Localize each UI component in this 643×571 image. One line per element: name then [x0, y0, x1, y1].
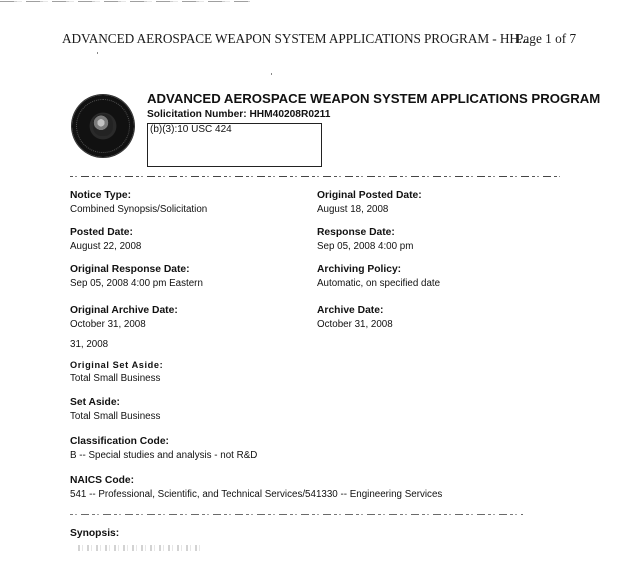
field-response-date — [317, 226, 413, 254]
synopsis-label: Synopsis: — [70, 528, 120, 539]
field-label: Notice Type: — [70, 190, 132, 201]
field-original-posted-date — [317, 189, 422, 217]
notice-title: ADVANCED AEROSPACE WEAPON SYSTEM APPLICATIONS PROGRAM — [147, 91, 601, 106]
field-original-response-date — [70, 263, 203, 291]
faded-scan-text — [78, 545, 203, 551]
field-label: Response Date: — [317, 227, 395, 238]
field-posted-date — [70, 226, 141, 254]
field-value: Automatic, on specified date — [317, 278, 441, 289]
stray-date-line: 31, 2008 — [70, 339, 109, 350]
page-header-title: ADVANCED AEROSPACE WEAPON SYSTEM APPLICATIONS PROGRAM - HH... — [62, 31, 529, 46]
field-value: August 18, 2008 — [317, 204, 389, 215]
scan-speck — [271, 73, 272, 75]
synopsis-section — [70, 527, 119, 541]
field-classification-code — [70, 435, 257, 463]
field-label: Original Response Date: — [70, 264, 190, 275]
scan-artifact-line — [0, 1, 250, 2]
field-value: August 22, 2008 — [70, 241, 142, 252]
field-value: Combined Synopsis/Solicitation — [70, 204, 208, 215]
field-label: Original Archive Date: — [70, 305, 178, 316]
redaction-note: (b)(3):10 USC 424 — [150, 124, 232, 135]
field-naics-code — [70, 474, 442, 502]
field-notice-type — [70, 189, 207, 217]
agency-seal-logo — [72, 95, 134, 157]
field-label: Set Aside: — [70, 397, 120, 408]
divider — [70, 514, 523, 515]
scan-speck — [97, 52, 98, 54]
solicitation-number: Solicitation Number: HHM40208R0211 — [147, 109, 331, 120]
field-value: October 31, 2008 — [317, 319, 393, 330]
field-archive-date — [317, 304, 393, 332]
field-label: Classification Code: — [70, 436, 169, 447]
field-archiving-policy — [317, 263, 440, 291]
field-value: Total Small Business — [70, 373, 161, 384]
field-value: October 31, 2008 — [70, 319, 146, 330]
divider — [70, 176, 560, 177]
field-value: 541 -- Professional, Scientific, and Technical Services/541330 -- Engineering Services — [70, 489, 443, 500]
redaction-box — [147, 123, 322, 167]
field-value: Total Small Business — [70, 411, 161, 422]
field-label: Posted Date: — [70, 227, 133, 238]
field-set-aside — [70, 396, 160, 424]
field-value: Sep 05, 2008 4:00 pm Eastern — [70, 278, 203, 289]
field-label: Original Posted Date: — [317, 190, 422, 201]
field-label: NAICS Code: — [70, 475, 135, 486]
page-indicator: Page 1 of 7 — [516, 31, 577, 46]
field-original-archive-date — [70, 304, 178, 332]
field-value: B -- Special studies and analysis - not R&D — [70, 450, 258, 461]
field-original-set-aside — [70, 358, 163, 386]
field-label: Archiving Policy: — [317, 264, 402, 275]
field-value: Sep 05, 2008 4:00 pm — [317, 241, 414, 252]
field-label: Original Set Aside: — [70, 360, 164, 370]
field-label: Archive Date: — [317, 305, 384, 316]
